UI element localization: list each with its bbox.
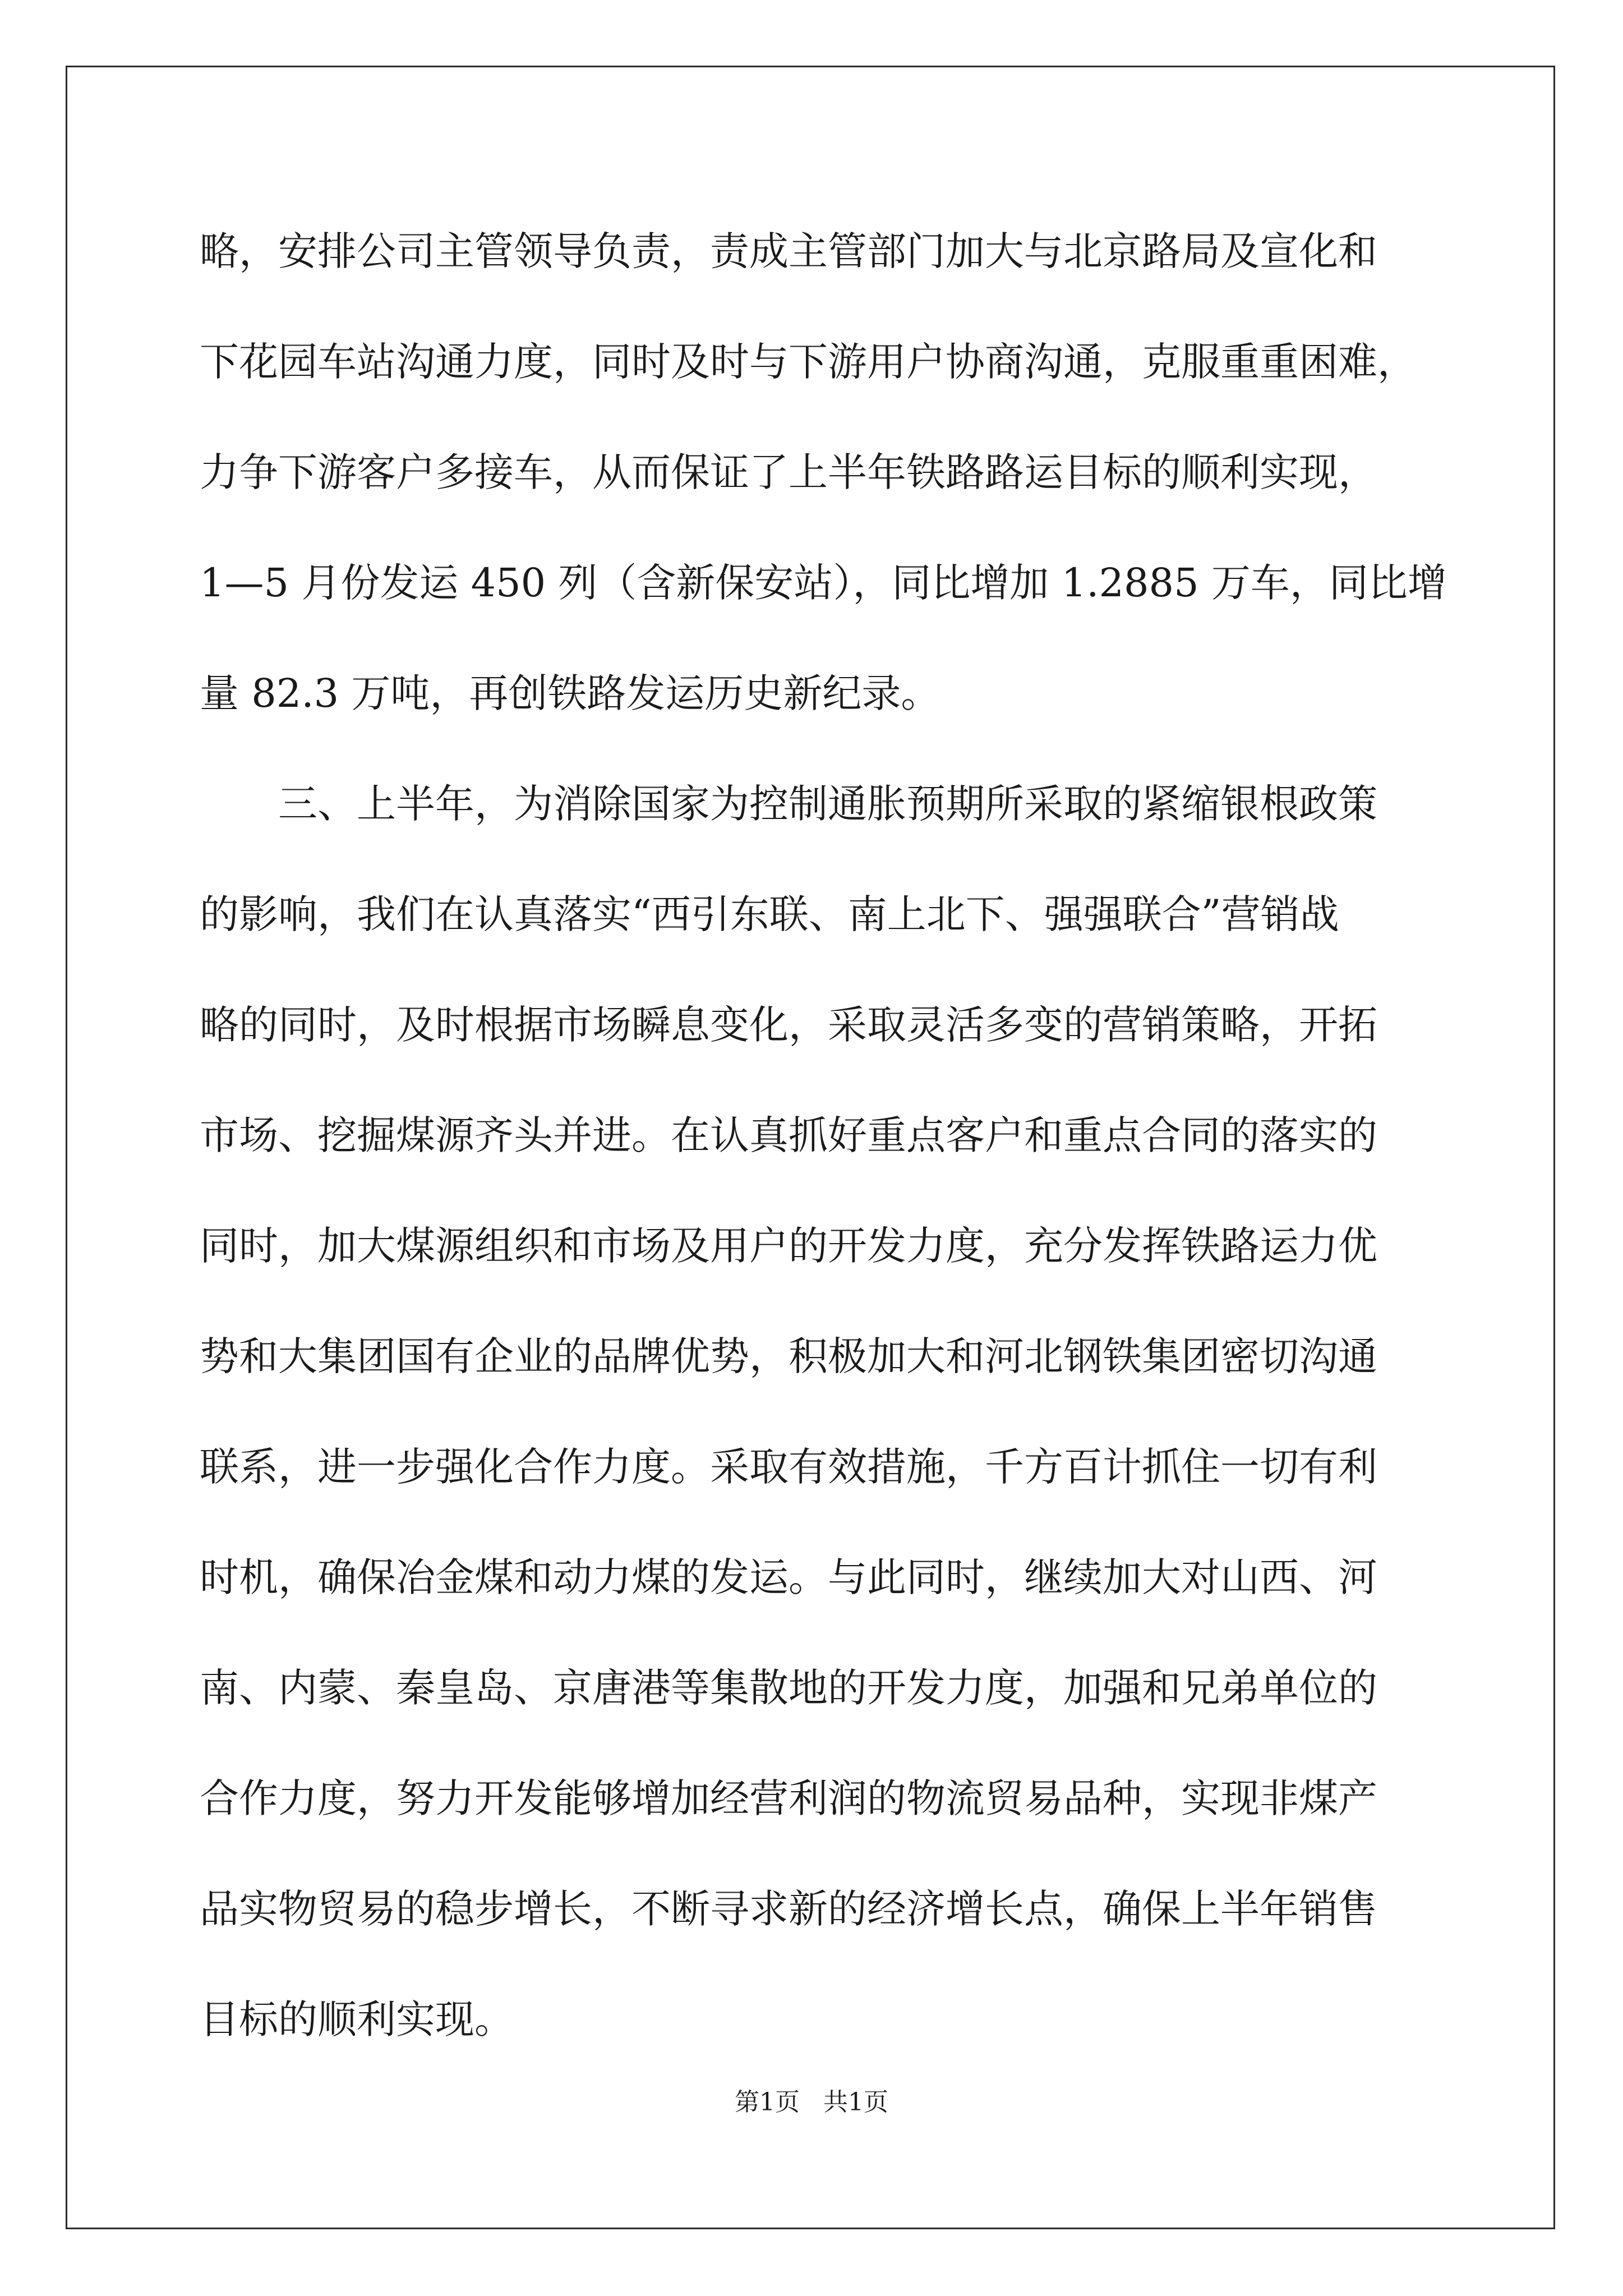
text-line: 的影响，我们在认真落实“西引东联、南上北下、强强联合”营销战 bbox=[200, 891, 1339, 937]
text-line: 南、内蒙、秦皇岛、京唐港等集散地的开发力度，加强和兄弟单位的 bbox=[200, 1665, 1377, 1711]
text-line: 目标的顺利实现。 bbox=[200, 1996, 514, 2042]
text-line: 市场、挖掘煤源齐头并进。在认真抓好重点客户和重点合同的落实的 bbox=[200, 1112, 1377, 1158]
text-line: 同时，加大煤源组织和市场及用户的开发力度，充分发挥铁路运力优 bbox=[200, 1223, 1377, 1269]
text-line: 势和大集团国有企业的品牌优势，积极加大和河北钢铁集团密切沟通 bbox=[200, 1333, 1377, 1379]
page-footer: 第1页 共1页 bbox=[735, 2088, 888, 2116]
text-line: 力争下游客户多接车，从而保证了上半年铁路路运目标的顺利实现， bbox=[200, 449, 1377, 495]
text-line: 略的同时，及时根据市场瞬息变化，采取灵活多变的营销策略，开拓 bbox=[200, 1002, 1377, 1048]
text-line: 品实物贸易的稳步增长，不断寻求新的经济增长点，确保上半年销售 bbox=[200, 1886, 1377, 1932]
text-line: 下花园车站沟通力度，同时及时与下游用户协商沟通，克服重重困难， bbox=[200, 339, 1417, 385]
text-line: 1—5 月份发运 450 列（含新保安站），同比增加 1.2885 万车，同比增 bbox=[200, 560, 1447, 606]
text-line: 联系，进一步强化合作力度。采取有效措施，千方百计抓住一切有利 bbox=[200, 1444, 1377, 1490]
text-line: 时机，确保冶金煤和动力煤的发运。与此同时，继续加大对山西、河 bbox=[200, 1554, 1377, 1600]
text-line: 略，安排公司主管领导负责，责成主管部门加大与北京路局及宣化和 bbox=[200, 228, 1377, 274]
text-line: 合作力度，努力开发能够增加经营利润的物流贸易品种，实现非煤产 bbox=[200, 1775, 1377, 1821]
paragraph-start-line: 三、上半年，为消除国家为控制通胀预期所采取的紧缩银根政策 bbox=[278, 781, 1377, 827]
document-body bbox=[200, 208, 1447, 2086]
text-line: 量 82.3 万吨，再创铁路发运历史新纪录。 bbox=[200, 670, 940, 716]
